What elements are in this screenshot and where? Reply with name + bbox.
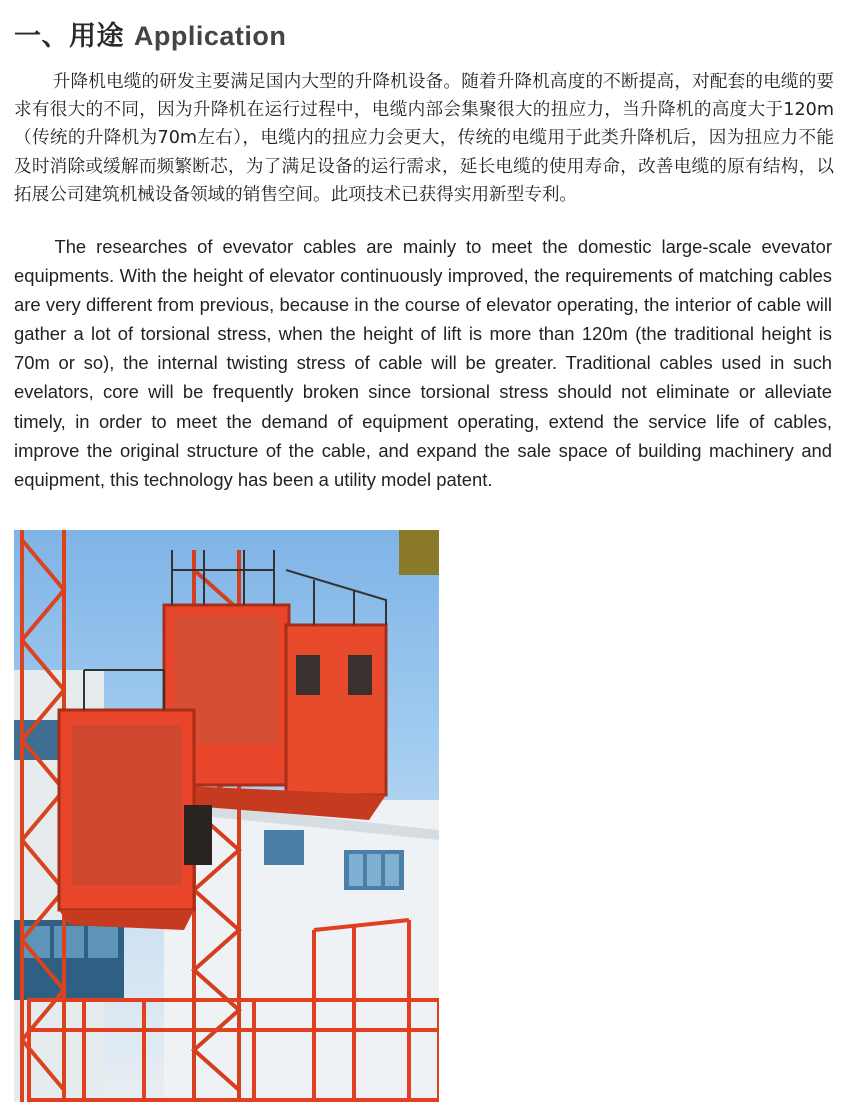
section-title-cn: 用途 — [69, 21, 124, 52]
lower-cage — [59, 670, 194, 930]
section-heading — [14, 14, 286, 53]
section-title-en: Application — [133, 21, 287, 51]
upper-cage — [164, 550, 386, 820]
body-paragraph-english: The researches of evevator cables are mainly to meet the domestic large-scale evevator equipments. With the height of elevator continuously improved, the requirements of matching cables are very different from previous, because in the course of elevator operating, the interior of cable will gather a lot of torsional stress, when the height of lift is more than 120m (the traditional height is 70m or so), the internal twisting stress of cable will be greater. Traditional cables used in such evelators, core will be frequently broken since torsional stress should not eliminate or alleviate timely, in order to meet the demand of equipment operating, extend the service life of cables, improve the original structure of the cable, and expand the sale space of building machinery and equipment, this technology has been a utility model patent. — [14, 236, 832, 490]
body-paragraph-chinese: 升降机电缆的研发主要满足国内大型的升降机设备。随着升降机高度的不断提高，对配套的电缆的要求有很大的不同，因为升降机在运行过程中，电缆内部会集聚很大的扭应力，当升降机的高度大于120m（传统的升降机为70m左右），电缆内的扭应力会更大，传统的电缆用于此类升降机后，因为扭应力不能及时消除或缓解而频繁断芯，为了满足设备的运行需求，延长电缆的使用寿命，改善电缆的原有结构，以拓展公司建筑机械设备领域的销售空间。此项技术已获得实用新型专利。 — [14, 72, 834, 205]
elevator-illustration — [14, 530, 439, 1102]
crane-cab — [399, 530, 439, 575]
section-number: 一、 — [14, 21, 69, 52]
construction-elevator-photo — [14, 530, 439, 1102]
control-box — [184, 805, 212, 865]
